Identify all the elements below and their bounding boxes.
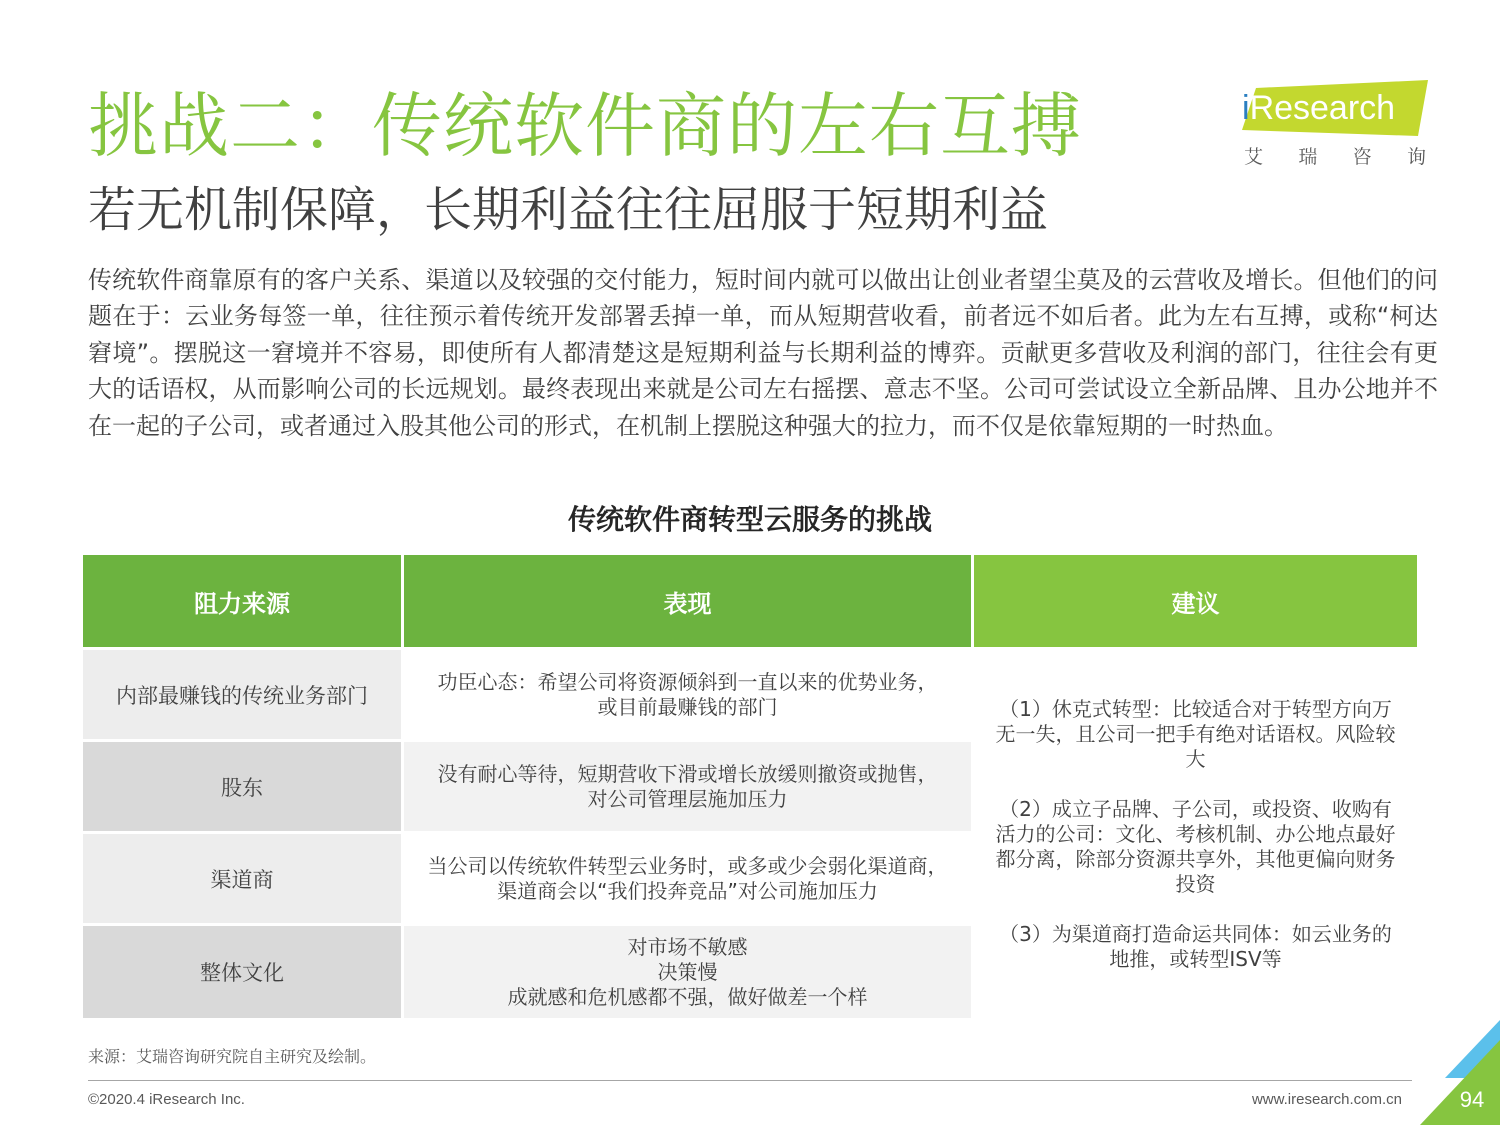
logo-cn-char: 询 [1406,146,1426,168]
page-number: 94 [1459,1087,1485,1112]
advice-cell [974,650,1417,1018]
body-paragraph: 传统软件商靠原有的客户关系、渠道以及较强的交付能力，短时间内就可以做出让创业者望尘莫及的云营收及增长。但他们的问题在于：云业务每签一单，往往预示着传统开发部署丢掉一单，而从短期营收看，前者远不如后者。此为左右互搏，或称“柯达窘境”。摆脱这一窘境并不容易，即使所有人都清楚这是短期利益与长期利益的博弈。贡献更多营收及利润的部门，往往会有更大的话语权，从而影响公司的长远规划。最终表现出来就是公司左右摇摆、意志不坚。公司可尝试设立全新品牌、且办公地并不在一起的子公司，或者通过入股其他公司的形式，在机制上摆脱这种强大的拉力，而不仅是依靠短期的一时热血。 [88,266,1438,440]
logo-cn-char: 咨 [1352,146,1372,168]
website-link[interactable]: www.iresearch.com.cn [1251,1091,1402,1108]
desc-line: 功臣心态：希望公司将资源倾斜到一直以来的优势业务， [437,669,938,694]
logo-chinese-name [1242,144,1428,170]
iresearch-logo [1238,80,1428,172]
row-source: 内部最赚钱的传统业务部门 [83,650,401,739]
logo-i: i [1242,89,1250,127]
header-performance: 表现 [404,555,971,647]
row-desc [404,650,971,739]
desc-line: 没有耐心等待，短期营收下滑或增长放缓则撤资或抛售， [437,761,938,786]
copyright: ©2020.4 iResearch Inc. [88,1091,245,1108]
desc-line: 成就感和危机感都不强，做好做差一个样 [507,984,868,1009]
row-source: 股东 [83,742,401,831]
page-subtitle: 若无机制保障，长期利益往往屈服于短期利益 [88,182,1049,238]
row-desc [404,742,971,831]
header-source: 阻力来源 [83,555,401,647]
logo-wordmark [1242,84,1395,132]
header-advice: 建议 [974,555,1417,647]
row-source: 整体文化 [83,926,401,1018]
advice-item: （2）成立子品牌、子公司，或投资、收购有活力的公司：文化、考核机制、办公地点最好都分离，除部分资源共享外，其他更偏向财务投资 [995,796,1396,896]
desc-line: 对市场不敏感 [627,934,748,959]
row-desc [404,926,971,1018]
desc-line: 渠道商会以“我们投奔竞品”对公司施加压力 [497,878,878,903]
desc-line: 决策慢 [657,959,718,984]
desc-line: 当公司以传统软件转型云业务时，或多或少会弱化渠道商， [427,853,948,878]
page-title: 挑战二：传统软件商的左右互搏 [88,85,1082,167]
row-desc [404,834,971,923]
logo-cn-char: 瑞 [1298,146,1318,168]
footer-divider [88,1080,1412,1081]
desc-line: 或目前最赚钱的部门 [597,694,778,719]
logo-research: Research [1249,89,1396,127]
table-title: 传统软件商转型云服务的挑战 [567,503,932,536]
row-source: 渠道商 [83,834,401,923]
desc-line: 对公司管理层施加压力 [587,786,788,811]
advice-item: （3）为渠道商打造命运共同体：如云业务的地推，或转型ISV等 [999,921,1392,971]
advice-item: （1）休克式转型：比较适合对于转型方向万无一失，且公司一把手有绝对话语权。风险较大 [995,696,1396,771]
source-note: 来源：艾瑞咨询研究院自主研究及绘制。 [88,1047,377,1066]
challenges-table [83,555,1417,1018]
logo-cn-char: 艾 [1244,146,1264,168]
